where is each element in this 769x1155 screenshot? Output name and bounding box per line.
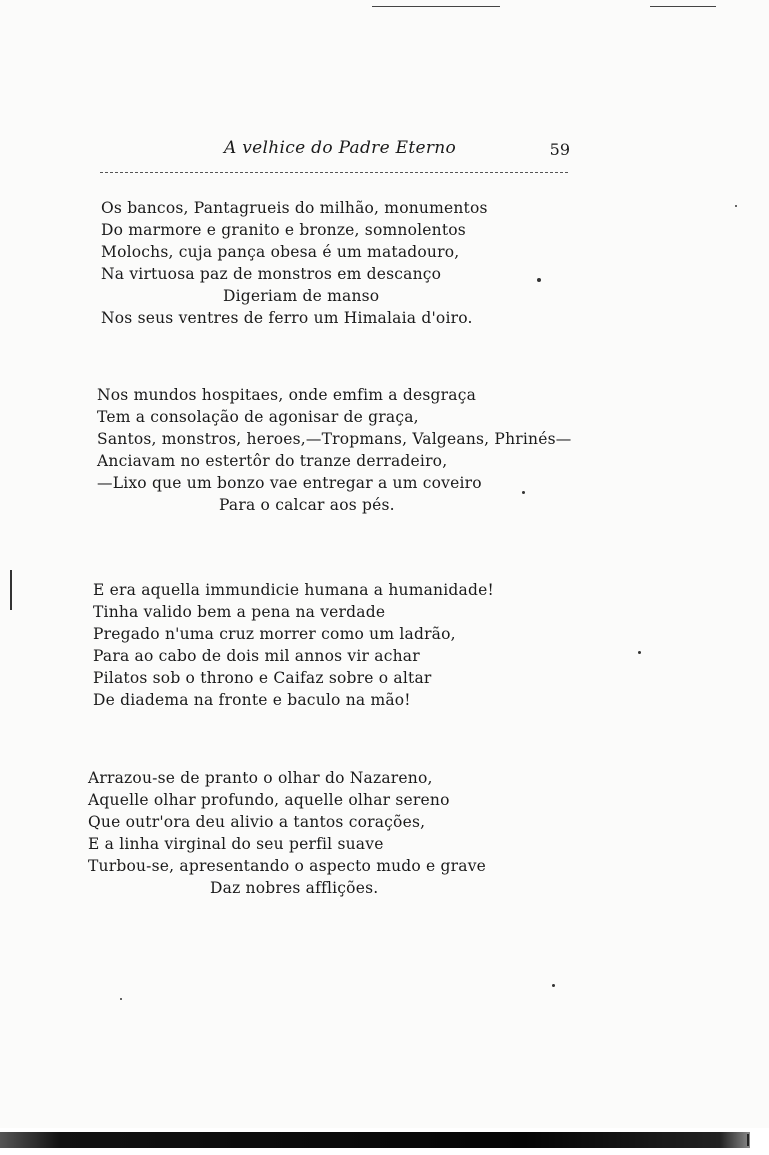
- verse-line: Que outr'ora deu alivio a tantos corações,: [88, 813, 426, 831]
- page-header: [100, 138, 570, 168]
- stanza-3: [93, 579, 494, 711]
- ink-speck: [735, 205, 737, 207]
- verse-line: Na virtuosa paz de monstros em descanço: [101, 265, 442, 283]
- margin-mark: [10, 570, 12, 610]
- verse-line: Santos, monstros, heroes,—Tropmans, Valgeans, Phrinés—: [97, 430, 572, 448]
- page-number: 59: [549, 140, 570, 159]
- scan-edge-shadow: [0, 1132, 750, 1148]
- verse-line: Nos seus ventres de ferro um Himalaia d'oiro.: [101, 309, 473, 327]
- verse-line: Pilatos sob o throno e Caifaz sobre o altar: [93, 669, 432, 687]
- verse-line: De diadema na fronte e baculo na mão!: [93, 691, 411, 709]
- verse-line: Aquelle olhar profundo, aquelle olhar sereno: [88, 791, 450, 809]
- verse-line: Anciavam no estertôr do tranze derradeiro,: [97, 452, 448, 470]
- top-edge-line: [650, 6, 716, 7]
- stanza-2: [97, 384, 571, 516]
- verse-line: E a linha virginal do seu perfil suave: [88, 835, 384, 853]
- verse-line: Arrazou-se de pranto o olhar do Nazareno,: [88, 769, 433, 787]
- top-edge-line: [372, 6, 500, 7]
- scan-edge-mark: [747, 1134, 763, 1146]
- verse-line: Tinha valido bem a pena na verdade: [93, 603, 386, 621]
- stanza-4: [88, 767, 486, 899]
- verse-line: —Lixo que um bonzo vae entregar a um coveiro: [97, 474, 482, 492]
- verse-line: E era aquella immundicie humana a humanidade!: [93, 581, 494, 599]
- verse-line: Pregado n'uma cruz morrer como um ladrão,: [93, 625, 456, 643]
- verse-line: Turbou-se, apresentando o aspecto mudo e grave: [88, 857, 487, 875]
- verse-line: Os bancos, Pantagrueis do milhão, monumentos: [101, 199, 488, 217]
- verse-line: Molochs, cuja pança obesa é um matadouro,: [101, 243, 460, 261]
- running-title: A velhice do Padre Eterno: [224, 138, 457, 158]
- stanza-1: [101, 197, 488, 329]
- header-rule: [100, 172, 568, 173]
- verse-line: Daz nobres afflições.: [210, 879, 379, 897]
- ink-speck: [537, 278, 541, 282]
- ink-speck: [522, 491, 525, 494]
- ink-speck: [638, 651, 641, 654]
- verse-line: Nos mundos hospitaes, onde emfim a desgraça: [97, 386, 477, 404]
- verse-line: Digeriam de manso: [223, 287, 380, 305]
- ink-speck: [552, 984, 555, 987]
- verse-line: Do marmore e granito e bronze, somnolentos: [101, 221, 466, 239]
- verse-line: Para o calcar aos pés.: [219, 496, 395, 514]
- ink-speck: [120, 998, 122, 1000]
- verse-line: Tem a consolação de agonisar de graça,: [97, 408, 419, 426]
- verse-line: Para ao cabo de dois mil annos vir achar: [93, 647, 420, 665]
